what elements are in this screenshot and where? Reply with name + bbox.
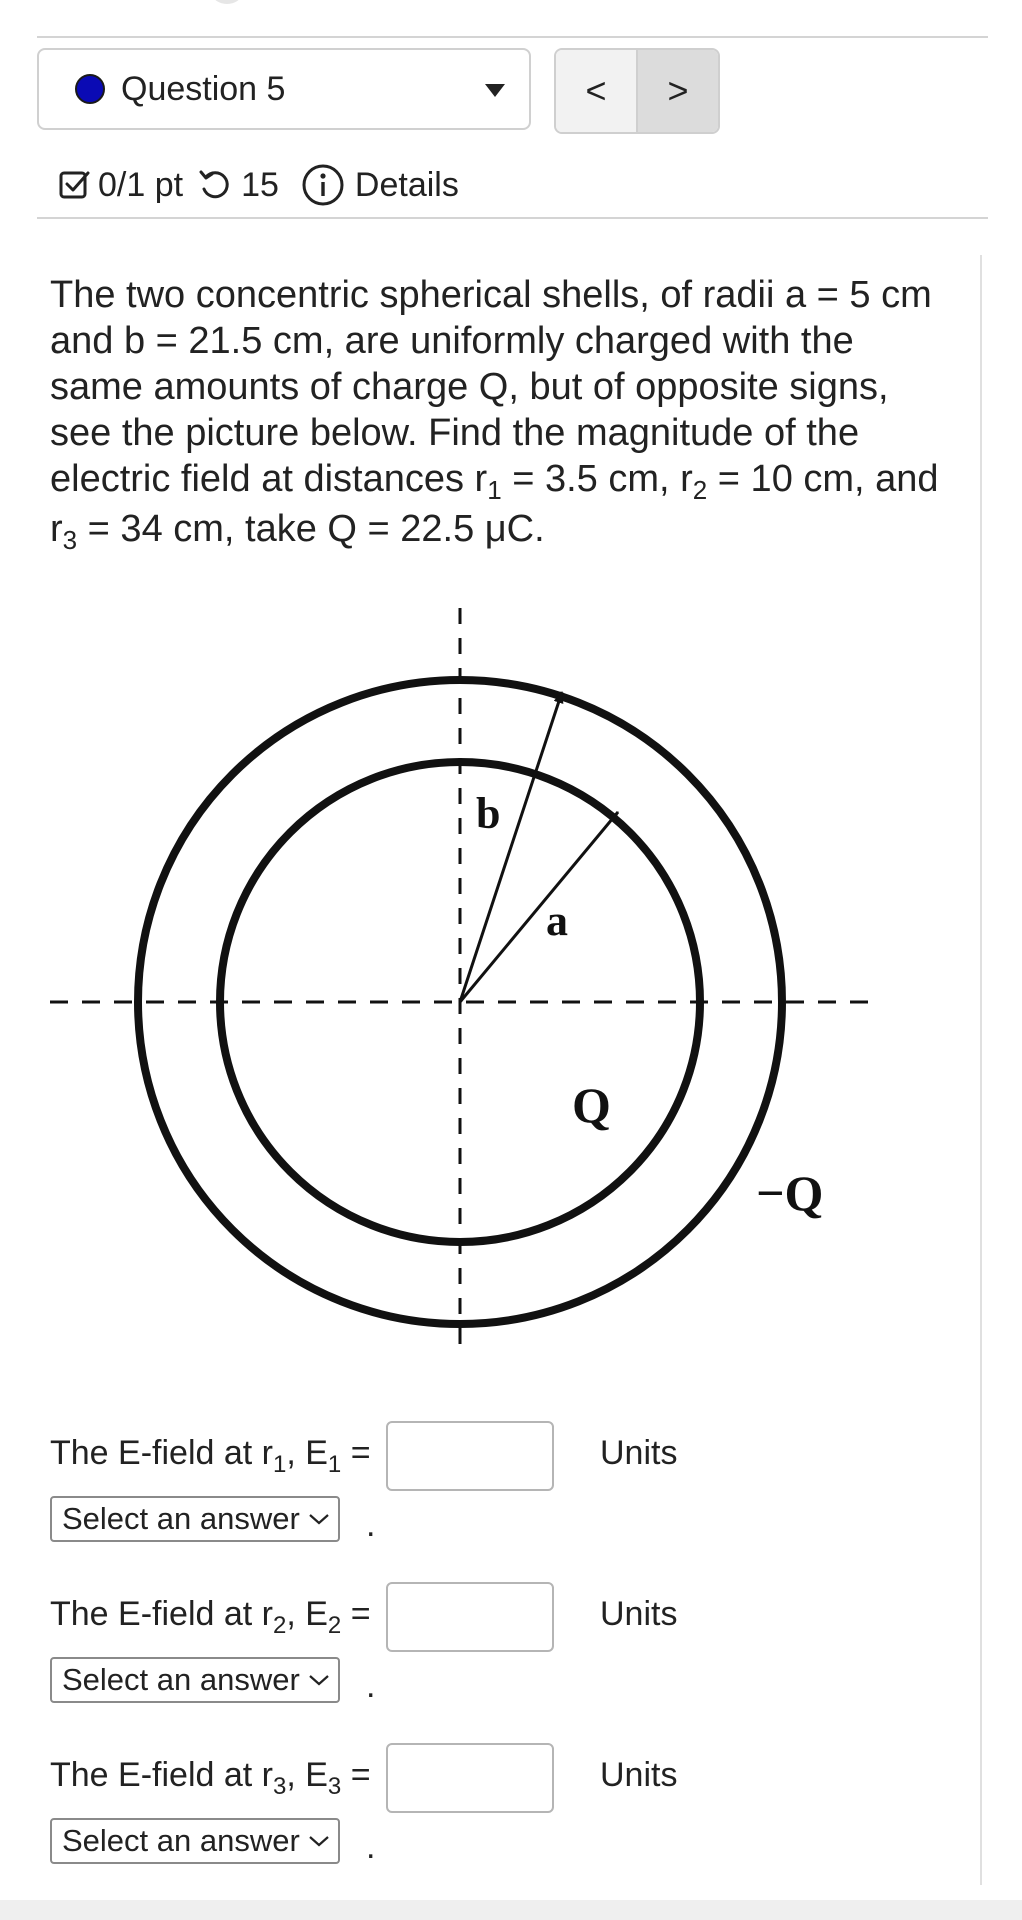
problem-line: The two concentric spherical shells, of radii a = 5 cm [50, 274, 932, 316]
sentence-period: . [366, 1506, 376, 1544]
select-label: Select an answer [62, 1823, 300, 1858]
chevron-down-icon [308, 1512, 330, 1526]
answer-input-2[interactable] [386, 1582, 554, 1652]
sentence-period: . [366, 1828, 376, 1866]
units-select-2[interactable] [50, 1657, 340, 1703]
problem-line: see the picture below. Find the magnitude of the [50, 412, 860, 454]
next-question-button[interactable]: > [638, 50, 718, 132]
caret-down-icon [485, 84, 505, 97]
details-link[interactable]: Details [354, 165, 459, 204]
info-icon[interactable] [301, 163, 345, 207]
label-q: Q [572, 1077, 611, 1133]
question-selector[interactable] [37, 48, 531, 130]
top-scroll-indicator [212, 0, 242, 4]
content-right-border [980, 255, 982, 1885]
label-neg-q: −Q [756, 1165, 824, 1221]
question-status-dot [75, 74, 105, 104]
chevron-down-icon [308, 1673, 330, 1687]
points-text: 0/1 pt [98, 165, 184, 204]
question-meta [58, 160, 459, 210]
units-label-2: Units [600, 1595, 678, 1633]
prev-question-button[interactable]: < [556, 50, 638, 132]
top-divider [37, 36, 988, 38]
problem-line: same amounts of charge Q, but of opposite signs, [50, 366, 889, 408]
units-label-3: Units [600, 1756, 678, 1794]
answer-prompt-2: The E-field at $r_2$, $E_2$ = [50, 1595, 371, 1639]
answer-input-3[interactable] [386, 1743, 554, 1813]
answer-prompt-1: The E-field at $r_1$, $E_1$ = [50, 1434, 371, 1478]
answer-input-1[interactable] [386, 1421, 554, 1491]
checkbox-icon [58, 169, 90, 201]
bottom-bar [0, 1900, 1022, 1920]
units-label-1: Units [600, 1434, 678, 1472]
select-label: Select an answer [62, 1662, 300, 1697]
meta-divider [37, 217, 988, 219]
chevron-down-icon [308, 1834, 330, 1848]
problem-line: $r_3 = 34$ cm, take Q = 22.5 μC. [50, 508, 545, 555]
retry-icon [197, 167, 233, 203]
problem-statement [50, 272, 980, 555]
question-nav [554, 48, 720, 134]
question-selector-label: Question 5 [121, 69, 286, 108]
problem-line: and b = 21.5 cm, are uniformly charged with the [50, 320, 854, 362]
select-label: Select an answer [62, 1501, 300, 1536]
attempts-text: 15 [241, 165, 279, 204]
radius-b-arrow [460, 692, 562, 1002]
problem-line: electric field at distances $r_1 = 3.5$ cm, $r_2 = 10$ cm, and [50, 458, 939, 505]
radius-a-arrow [460, 812, 618, 1002]
units-select-1[interactable] [50, 1496, 340, 1542]
sentence-period: . [366, 1667, 376, 1705]
concentric-shells-figure [40, 600, 880, 1360]
answer-prompt-3: The E-field at $r_3$, $E_3$ = [50, 1756, 371, 1800]
units-select-3[interactable] [50, 1818, 340, 1864]
label-a: a [546, 896, 568, 945]
label-b: b [476, 789, 501, 838]
